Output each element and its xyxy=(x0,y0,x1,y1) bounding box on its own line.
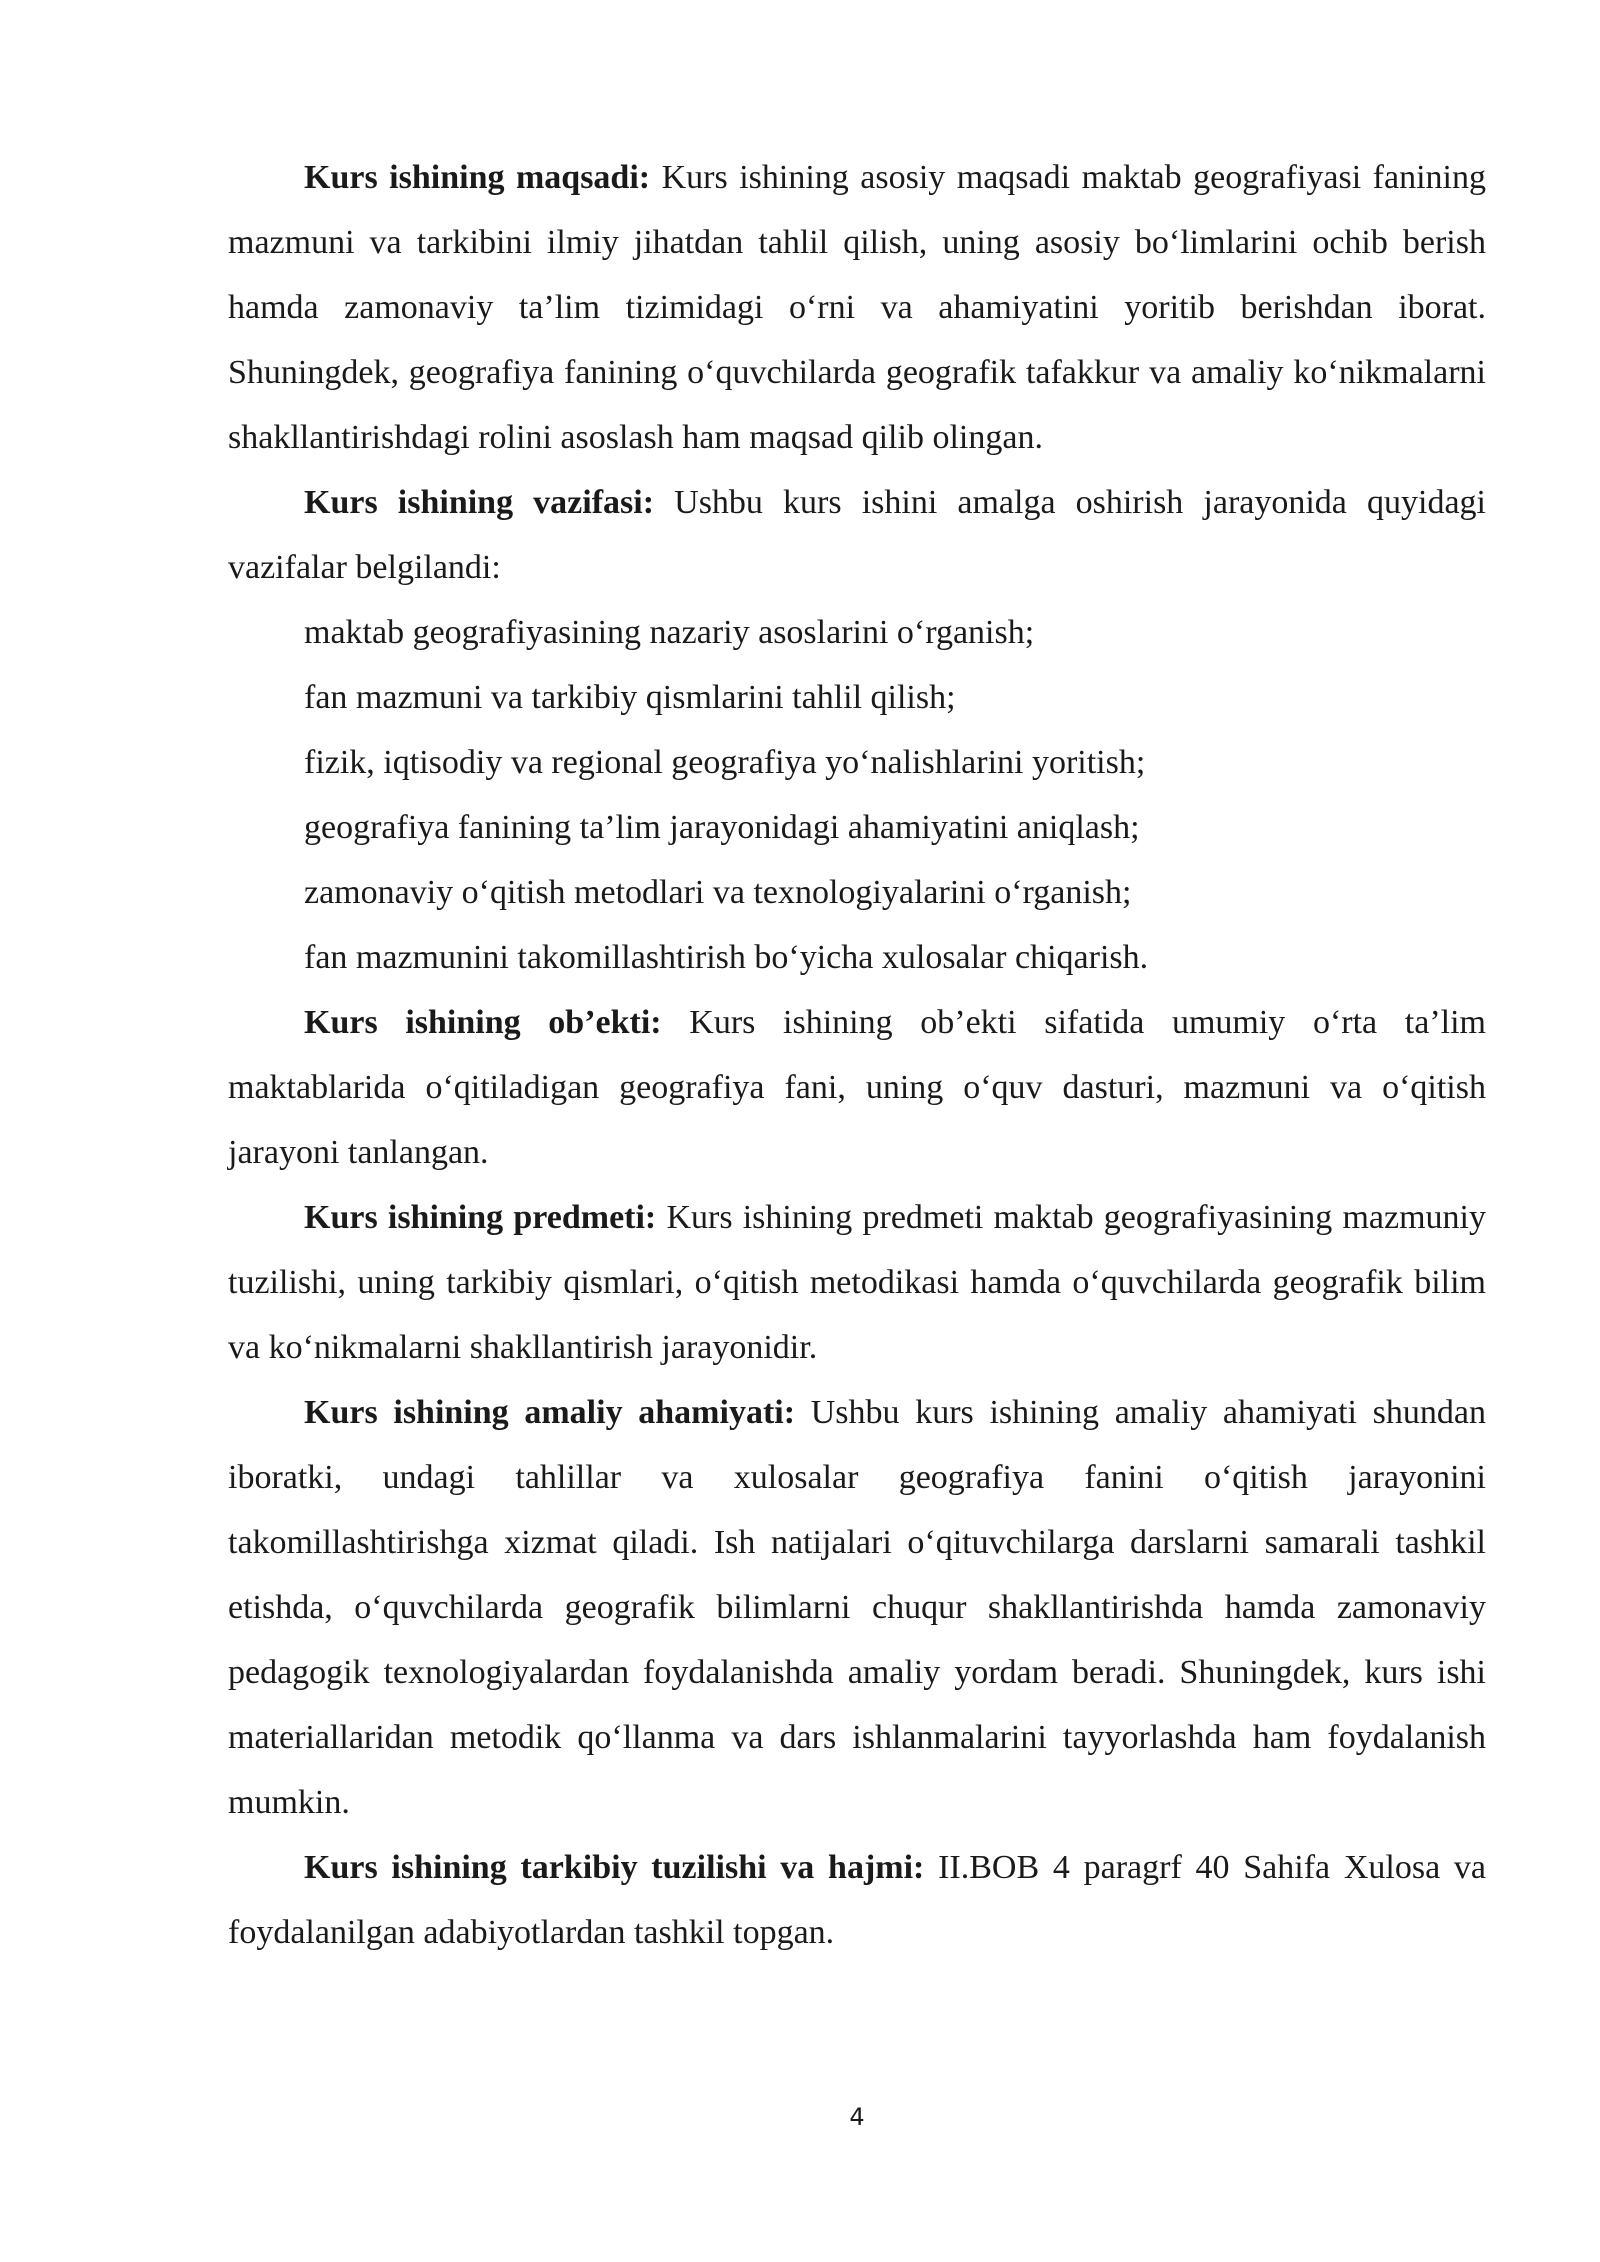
section-maqsadi xyxy=(228,145,1486,470)
section-text: Ushbu kurs ishini amalga oshirish jarayonida quyidagi vazifalar belgilandi: xyxy=(228,484,1486,586)
list-item: maktab geografiyasining nazariy asoslarini o‘rganish; xyxy=(304,614,1035,651)
page-number: 4 xyxy=(849,2103,865,2131)
section-vazifasi xyxy=(228,470,1486,600)
list-item: fan mazmuni va tarkibiy qismlarini tahlil qilish; xyxy=(304,679,956,716)
section-text: Kurs ishining predmeti maktab geografiyasining mazmuniy tuzilishi, uning tarkibiy qismlari, o‘qitish metodikasi hamda o‘quvchilarda geografik bilim va ko‘nikmalarni shakllantirish jarayonidir. xyxy=(228,1199,1486,1366)
section-amaliy-ahamiyati xyxy=(228,1380,1486,1835)
section-text: Kurs ishining asosiy maqsadi maktab geografiyasi fanining mazmuni va tarkibini ilmiy jihatdan tahlil qilish, uning asosiy bo‘limlarini ochib berish hamda zamonaviy ta’lim tizimidagi o‘rni va ahamiyatini yoritib berishdan iborat. Shuningdek, geografiya fanining o‘quvchilarda geografik tafakkur va amaliy ko‘nikmalarni shakllantirishdagi rolini asoslash ham maqsad qilib olingan. xyxy=(228,159,1486,456)
list-item: geografiya fanining ta’lim jarayonidagi ahamiyatini aniqlash; xyxy=(304,809,1140,846)
list-item: zamonaviy o‘qitish metodlari va texnologiyalarini o‘rganish; xyxy=(304,874,1132,911)
section-text: Kurs ishining ob’ekti sifatida umumiy o‘rta ta’lim maktablarida o‘qitiladigan geografiya fani, uning o‘quv dasturi, mazmuni va o‘qitish jarayoni tanlangan. xyxy=(228,1004,1486,1171)
document-page xyxy=(228,145,1486,1965)
section-text: Ushbu kurs ishining amaliy ahamiyati shundan iboratki, undagi tahlillar va xulosalar geografiya fanini o‘qitish jarayonini takomillashtirishga xizmat qiladi. Ish natijalari o‘qituvchilarga darslarni samarali tashkil etishda, o‘quvchilarda geografik bilimlarni chuqur shakllantirishda hamda zamonaviy pedagogik texnologiyalardan foydalanishda amaliy yordam beradi. Shuningdek, kurs ishi materiallaridan metodik qo‘llanma va dars ishlanmalarini tayyorlashda ham foydalanish mumkin. xyxy=(228,1394,1487,1821)
section-heading: Kurs ishining maqsadi: xyxy=(304,159,651,196)
list-item: fan mazmunini takomillashtirish bo‘yicha xulosalar chiqarish. xyxy=(304,939,1149,976)
section-heading: Kurs ishining predmeti: xyxy=(304,1199,657,1236)
section-heading: Kurs ishining ob’ekti: xyxy=(304,1004,662,1041)
section-tuzilishi xyxy=(228,1835,1486,1965)
section-heading: Kurs ishining amaliy ahamiyati: xyxy=(304,1394,796,1431)
section-heading: Kurs ishining tarkibiy tuzilishi va hajmi: xyxy=(304,1849,925,1886)
section-text: II.BOB 4 paragrf 40 Sahifa Xulosa va foydalanilgan adabiyotlardan tashkil topgan. xyxy=(228,1849,1486,1951)
section-predmeti xyxy=(228,1185,1486,1380)
task-list xyxy=(228,600,1486,990)
section-obekti xyxy=(228,990,1486,1185)
list-item: fizik, iqtisodiy va regional geografiya yo‘nalishlarini yoritish; xyxy=(304,744,1146,781)
section-heading: Kurs ishining vazifasi: xyxy=(304,484,655,521)
